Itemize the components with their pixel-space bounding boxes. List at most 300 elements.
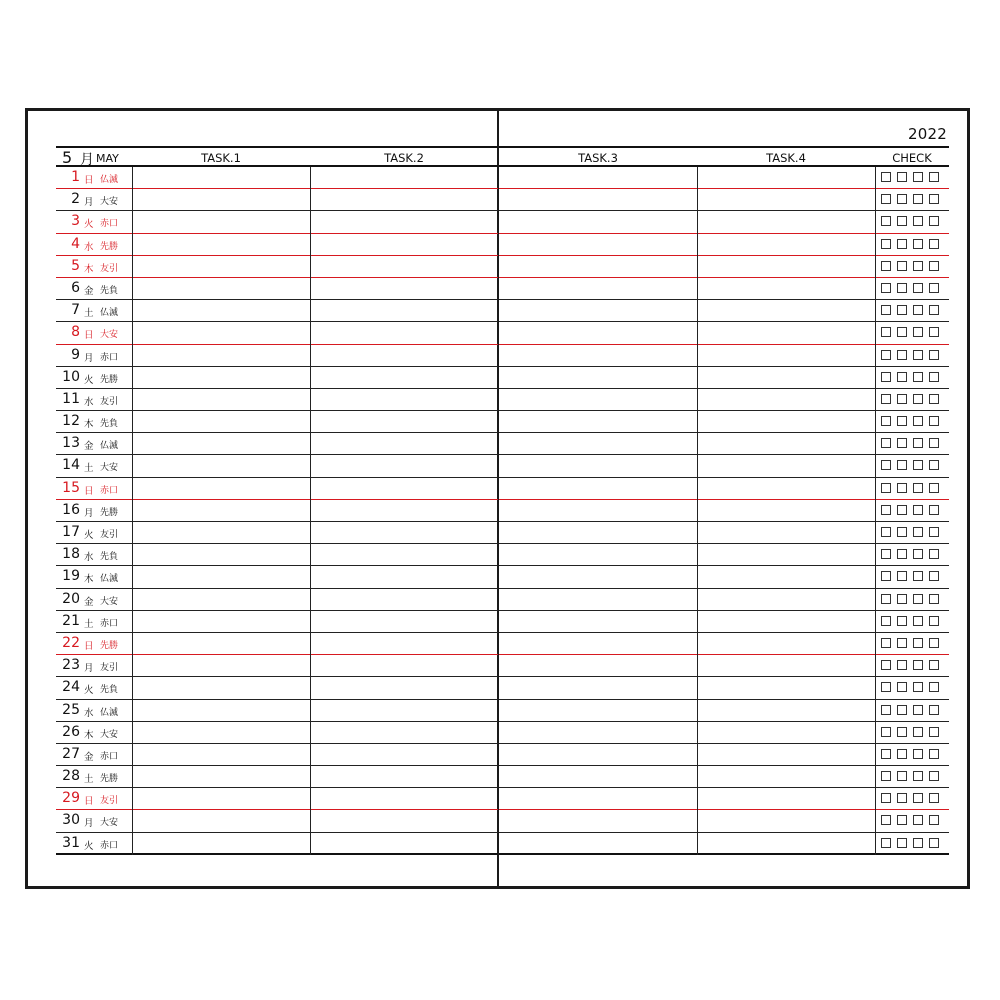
- month-english: MAY: [96, 152, 119, 165]
- check-box[interactable]: [897, 394, 907, 404]
- day-row: [56, 256, 498, 278]
- left-header: [56, 146, 498, 167]
- day-number: 26: [62, 723, 80, 740]
- check-boxes: [881, 571, 939, 581]
- check-boxes: [881, 505, 939, 515]
- check-box[interactable]: [897, 194, 907, 204]
- check-box[interactable]: [881, 305, 891, 315]
- check-box[interactable]: [929, 838, 939, 848]
- check-box[interactable]: [929, 771, 939, 781]
- check-box[interactable]: [881, 638, 891, 648]
- check-box[interactable]: [913, 771, 923, 781]
- day-number: 17: [62, 524, 80, 540]
- check-box[interactable]: [929, 571, 939, 581]
- check-boxes: [881, 283, 939, 293]
- check-box[interactable]: [881, 416, 891, 426]
- check-box[interactable]: [929, 616, 939, 626]
- weekday-label: 水: [84, 552, 94, 564]
- check-box[interactable]: [929, 594, 939, 604]
- weekday-label: 水: [84, 396, 94, 408]
- day-number: 5: [71, 257, 80, 274]
- check-box[interactable]: [897, 838, 907, 848]
- check-box[interactable]: [897, 749, 907, 759]
- check-boxes: [881, 660, 939, 670]
- task-row: [499, 677, 949, 699]
- day-row: [56, 433, 498, 455]
- check-box[interactable]: [913, 705, 923, 715]
- day-number: 18: [62, 546, 80, 563]
- rokuyo-label: 大安: [100, 729, 119, 740]
- day-row: [56, 478, 498, 500]
- task-row: [499, 633, 949, 655]
- rokuyo-label: 先勝: [100, 507, 119, 518]
- check-box[interactable]: [913, 350, 923, 360]
- check-box[interactable]: [913, 460, 923, 470]
- task-row: [499, 211, 949, 233]
- check-box[interactable]: [929, 749, 939, 759]
- check-box[interactable]: [929, 460, 939, 470]
- day-row: [56, 722, 498, 744]
- check-box[interactable]: [897, 305, 907, 315]
- day-row: [56, 411, 498, 433]
- day-number: 4: [71, 235, 80, 252]
- check-box[interactable]: [881, 682, 891, 692]
- day-row: [56, 566, 498, 588]
- task-row: [499, 189, 949, 211]
- check-box[interactable]: [913, 394, 923, 404]
- check-boxes: [881, 638, 939, 648]
- check-box[interactable]: [913, 749, 923, 759]
- weekday-label: 木: [84, 263, 94, 275]
- check-box[interactable]: [881, 372, 891, 382]
- check-box[interactable]: [881, 438, 891, 448]
- task-row: [499, 322, 949, 344]
- check-box[interactable]: [929, 505, 939, 515]
- task-row: [499, 566, 949, 588]
- rokuyo-label: 大安: [100, 197, 119, 208]
- task-row: [499, 744, 949, 766]
- check-box[interactable]: [881, 771, 891, 781]
- weekday-label: 日: [84, 485, 94, 497]
- rokuyo-label: 赤口: [100, 219, 119, 230]
- day-number: 27: [62, 745, 80, 762]
- rokuyo-label: 先負: [100, 419, 119, 430]
- weekday-label: 金: [84, 441, 94, 453]
- check-box[interactable]: [913, 505, 923, 515]
- day-row: [56, 788, 498, 810]
- day-number: 30: [62, 812, 80, 829]
- check-box[interactable]: [929, 350, 939, 360]
- check-box[interactable]: [897, 527, 907, 537]
- day-number: 9: [71, 346, 80, 363]
- day-number: 8: [71, 324, 80, 341]
- rokuyo-label: 仏滅: [100, 175, 119, 185]
- task-row: [499, 478, 949, 500]
- check-boxes: [881, 705, 939, 715]
- task-row: [499, 766, 949, 788]
- check-box[interactable]: [881, 483, 891, 493]
- check-box[interactable]: [897, 771, 907, 781]
- check-box[interactable]: [897, 505, 907, 515]
- task-row: [499, 589, 949, 611]
- day-row: [56, 810, 498, 832]
- check-boxes: [881, 460, 939, 470]
- check-boxes: [881, 305, 939, 315]
- task-row: [499, 788, 949, 810]
- right-task-rows: [499, 167, 949, 855]
- day-number: 11: [62, 390, 80, 407]
- check-boxes: [881, 838, 939, 848]
- check-box[interactable]: [881, 216, 891, 226]
- check-box[interactable]: [897, 705, 907, 715]
- check-box[interactable]: [897, 372, 907, 382]
- rokuyo-label: 赤口: [100, 485, 119, 496]
- day-row: [56, 345, 498, 367]
- check-box[interactable]: [929, 327, 939, 337]
- check-box[interactable]: [913, 571, 923, 581]
- day-row: [56, 367, 498, 389]
- check-header: CHECK: [892, 151, 932, 165]
- check-box[interactable]: [897, 483, 907, 493]
- rokuyo-label: 赤口: [100, 751, 119, 762]
- rokuyo-label: 大安: [100, 818, 119, 829]
- check-boxes: [881, 172, 939, 182]
- check-box[interactable]: [913, 416, 923, 426]
- check-box[interactable]: [897, 460, 907, 470]
- check-box[interactable]: [881, 194, 891, 204]
- check-box[interactable]: [929, 305, 939, 315]
- rokuyo-label: 友引: [100, 396, 119, 407]
- check-box[interactable]: [929, 172, 939, 182]
- day-row: [56, 322, 498, 344]
- check-box[interactable]: [881, 549, 891, 559]
- check-box[interactable]: [929, 438, 939, 448]
- task4-header: TASK.4: [766, 151, 806, 165]
- check-boxes: [881, 682, 939, 692]
- task4-divider: [697, 167, 698, 855]
- weekday-label: 火: [84, 840, 94, 852]
- day-row: [56, 766, 498, 788]
- check-box[interactable]: [913, 616, 923, 626]
- day-row: [56, 611, 498, 633]
- check-box[interactable]: [913, 172, 923, 182]
- rokuyo-label: 仏滅: [100, 308, 119, 319]
- weekday-label: 火: [84, 530, 94, 541]
- check-box[interactable]: [881, 261, 891, 271]
- check-box[interactable]: [913, 638, 923, 648]
- day-number: 23: [62, 657, 80, 674]
- day-number: 7: [71, 302, 80, 319]
- check-box[interactable]: [897, 416, 907, 426]
- day-row: [56, 189, 498, 211]
- task-row: [499, 500, 949, 522]
- check-box[interactable]: [881, 527, 891, 537]
- day-number: 31: [62, 834, 80, 851]
- check-box[interactable]: [929, 705, 939, 715]
- check-box[interactable]: [913, 239, 923, 249]
- rokuyo-label: 先勝: [100, 374, 119, 385]
- day-row: [56, 211, 498, 233]
- check-box[interactable]: [897, 239, 907, 249]
- check-box[interactable]: [913, 815, 923, 825]
- weekday-label: 土: [84, 308, 94, 320]
- check-box[interactable]: [897, 815, 907, 825]
- check-box[interactable]: [881, 594, 891, 604]
- check-boxes: [881, 815, 939, 825]
- check-box[interactable]: [929, 194, 939, 204]
- check-boxes: [881, 527, 939, 537]
- check-box[interactable]: [897, 660, 907, 670]
- weekday-label: 土: [84, 774, 94, 786]
- check-box[interactable]: [913, 194, 923, 204]
- day-row: [56, 278, 498, 300]
- rokuyo-label: 友引: [100, 263, 119, 274]
- task-row: [499, 611, 949, 633]
- day-row: [56, 633, 498, 655]
- rokuyo-label: 仏滅: [100, 574, 119, 585]
- check-box[interactable]: [913, 549, 923, 559]
- check-box[interactable]: [881, 571, 891, 581]
- right-page: [499, 146, 949, 855]
- check-boxes: [881, 483, 939, 493]
- rokuyo-label: 友引: [100, 530, 119, 540]
- check-box[interactable]: [929, 394, 939, 404]
- check-box[interactable]: [897, 549, 907, 559]
- day-number: 22: [62, 634, 80, 651]
- check-box[interactable]: [929, 416, 939, 426]
- check-box[interactable]: [929, 727, 939, 737]
- weekday-label: 日: [84, 330, 94, 342]
- rokuyo-label: 友引: [100, 796, 119, 807]
- check-boxes: [881, 749, 939, 759]
- check-box[interactable]: [913, 216, 923, 226]
- check-box[interactable]: [913, 793, 923, 803]
- check-box[interactable]: [929, 483, 939, 493]
- task-row: [499, 700, 949, 722]
- day-row: [56, 389, 498, 411]
- check-box[interactable]: [897, 327, 907, 337]
- check-box[interactable]: [897, 172, 907, 182]
- day-number: 6: [71, 279, 80, 296]
- check-box[interactable]: [929, 372, 939, 382]
- check-box[interactable]: [881, 283, 891, 293]
- check-box[interactable]: [897, 571, 907, 581]
- task2-divider: [310, 167, 311, 855]
- year-label: 2022: [908, 125, 947, 143]
- check-boxes: [881, 416, 939, 426]
- weekday-label: 火: [84, 685, 94, 697]
- rokuyo-label: 仏滅: [100, 441, 119, 452]
- day-row: [56, 544, 498, 566]
- task1-header: TASK.1: [201, 151, 241, 165]
- weekday-label: 金: [84, 596, 94, 608]
- task-row: [499, 544, 949, 566]
- check-box[interactable]: [881, 793, 891, 803]
- check-boxes: [881, 194, 939, 204]
- day-row: [56, 744, 498, 766]
- left-day-rows: [56, 167, 498, 855]
- day-number: 12: [62, 413, 80, 430]
- check-box[interactable]: [897, 793, 907, 803]
- task-row: [499, 167, 949, 189]
- check-box[interactable]: [881, 239, 891, 249]
- check-box[interactable]: [897, 283, 907, 293]
- check-box[interactable]: [929, 638, 939, 648]
- weekday-label: 土: [84, 618, 94, 630]
- rokuyo-label: 先負: [100, 552, 119, 563]
- check-box[interactable]: [881, 616, 891, 626]
- rokuyo-label: 赤口: [100, 618, 119, 629]
- rokuyo-label: 大安: [100, 330, 119, 341]
- check-box[interactable]: [913, 660, 923, 670]
- task-row: [499, 345, 949, 367]
- day-number: 28: [62, 768, 80, 785]
- weekday-label: 日: [84, 640, 94, 652]
- check-box[interactable]: [913, 527, 923, 537]
- day-number: 25: [62, 701, 80, 718]
- check-box[interactable]: [929, 239, 939, 249]
- check-boxes: [881, 616, 939, 626]
- check-boxes: [881, 438, 939, 448]
- planner-book: [25, 108, 970, 889]
- check-boxes: [881, 394, 939, 404]
- day-row: [56, 300, 498, 322]
- check-box[interactable]: [897, 727, 907, 737]
- check-box[interactable]: [881, 815, 891, 825]
- day-number: 21: [62, 612, 80, 629]
- day-number: 1: [71, 169, 80, 185]
- check-box[interactable]: [913, 594, 923, 604]
- check-box[interactable]: [929, 283, 939, 293]
- task-row: [499, 655, 949, 677]
- task-row: [499, 722, 949, 744]
- check-box[interactable]: [913, 305, 923, 315]
- check-box[interactable]: [913, 261, 923, 271]
- check-box[interactable]: [881, 705, 891, 715]
- check-box[interactable]: [897, 216, 907, 226]
- task-row: [499, 256, 949, 278]
- check-box[interactable]: [897, 638, 907, 648]
- rokuyo-label: 友引: [100, 663, 119, 674]
- rokuyo-label: 仏滅: [100, 707, 119, 718]
- check-box[interactable]: [913, 483, 923, 493]
- check-box[interactable]: [881, 660, 891, 670]
- task-row: [499, 411, 949, 433]
- check-box[interactable]: [913, 372, 923, 382]
- check-box[interactable]: [881, 838, 891, 848]
- check-box[interactable]: [913, 727, 923, 737]
- check-box[interactable]: [913, 682, 923, 692]
- day-number: 19: [62, 568, 80, 585]
- day-row: [56, 833, 498, 855]
- check-box[interactable]: [897, 438, 907, 448]
- task-row: [499, 278, 949, 300]
- check-box[interactable]: [881, 749, 891, 759]
- check-box[interactable]: [897, 616, 907, 626]
- weekday-label: 土: [84, 463, 94, 475]
- weekday-label: 木: [84, 419, 94, 431]
- month-number: 5: [62, 148, 73, 167]
- check-box[interactable]: [929, 527, 939, 537]
- weekday-label: 水: [84, 241, 94, 253]
- weekday-label: 月: [84, 818, 94, 830]
- weekday-label: 金: [84, 285, 94, 297]
- check-box[interactable]: [929, 793, 939, 803]
- check-boxes: [881, 327, 939, 337]
- day-row: [56, 500, 498, 522]
- day-row: [56, 677, 498, 699]
- check-boxes: [881, 261, 939, 271]
- check-box[interactable]: [897, 682, 907, 692]
- check-box[interactable]: [913, 838, 923, 848]
- task-row: [499, 433, 949, 455]
- check-box[interactable]: [881, 172, 891, 182]
- rokuyo-label: 大安: [100, 596, 119, 607]
- check-boxes: [881, 216, 939, 226]
- day-row: [56, 455, 498, 477]
- weekday-label: 日: [84, 175, 94, 186]
- rokuyo-label: 先勝: [100, 640, 119, 651]
- day-number: 2: [71, 191, 80, 208]
- check-box[interactable]: [897, 261, 907, 271]
- check-box[interactable]: [881, 350, 891, 360]
- day-number: 20: [62, 590, 80, 607]
- right-header: [499, 146, 949, 167]
- check-box[interactable]: [913, 327, 923, 337]
- check-box[interactable]: [913, 283, 923, 293]
- check-box[interactable]: [897, 594, 907, 604]
- check-box[interactable]: [913, 438, 923, 448]
- task-row: [499, 522, 949, 544]
- check-box[interactable]: [929, 549, 939, 559]
- check-boxes: [881, 549, 939, 559]
- rokuyo-label: 先勝: [100, 774, 119, 785]
- check-box[interactable]: [897, 350, 907, 360]
- day-number: 16: [62, 501, 80, 518]
- rokuyo-label: 赤口: [100, 840, 119, 851]
- check-box[interactable]: [929, 216, 939, 226]
- weekday-label: 火: [84, 374, 94, 386]
- check-boxes: [881, 372, 939, 382]
- rokuyo-label: 先勝: [100, 241, 119, 252]
- check-box[interactable]: [881, 460, 891, 470]
- rokuyo-label: 先負: [100, 285, 119, 296]
- check-boxes: [881, 793, 939, 803]
- weekday-label: 木: [84, 574, 94, 586]
- check-box[interactable]: [929, 660, 939, 670]
- day-number: 29: [62, 790, 80, 807]
- day-row: [56, 655, 498, 677]
- check-box[interactable]: [881, 727, 891, 737]
- day-row: [56, 167, 498, 189]
- weekday-label: 月: [84, 197, 94, 209]
- weekday-label: 月: [84, 507, 94, 519]
- check-box[interactable]: [929, 815, 939, 825]
- check-box[interactable]: [881, 505, 891, 515]
- check-boxes: [881, 771, 939, 781]
- check-box[interactable]: [929, 261, 939, 271]
- rokuyo-label: 大安: [100, 463, 119, 474]
- check-box[interactable]: [929, 682, 939, 692]
- check-box[interactable]: [881, 327, 891, 337]
- day-number: 3: [71, 213, 80, 230]
- month-kanji: 月: [80, 152, 94, 168]
- check-boxes: [881, 594, 939, 604]
- weekday-label: 火: [84, 219, 94, 231]
- check-box[interactable]: [881, 394, 891, 404]
- rokuyo-label: 先負: [100, 685, 119, 696]
- weekday-label: 月: [84, 352, 94, 364]
